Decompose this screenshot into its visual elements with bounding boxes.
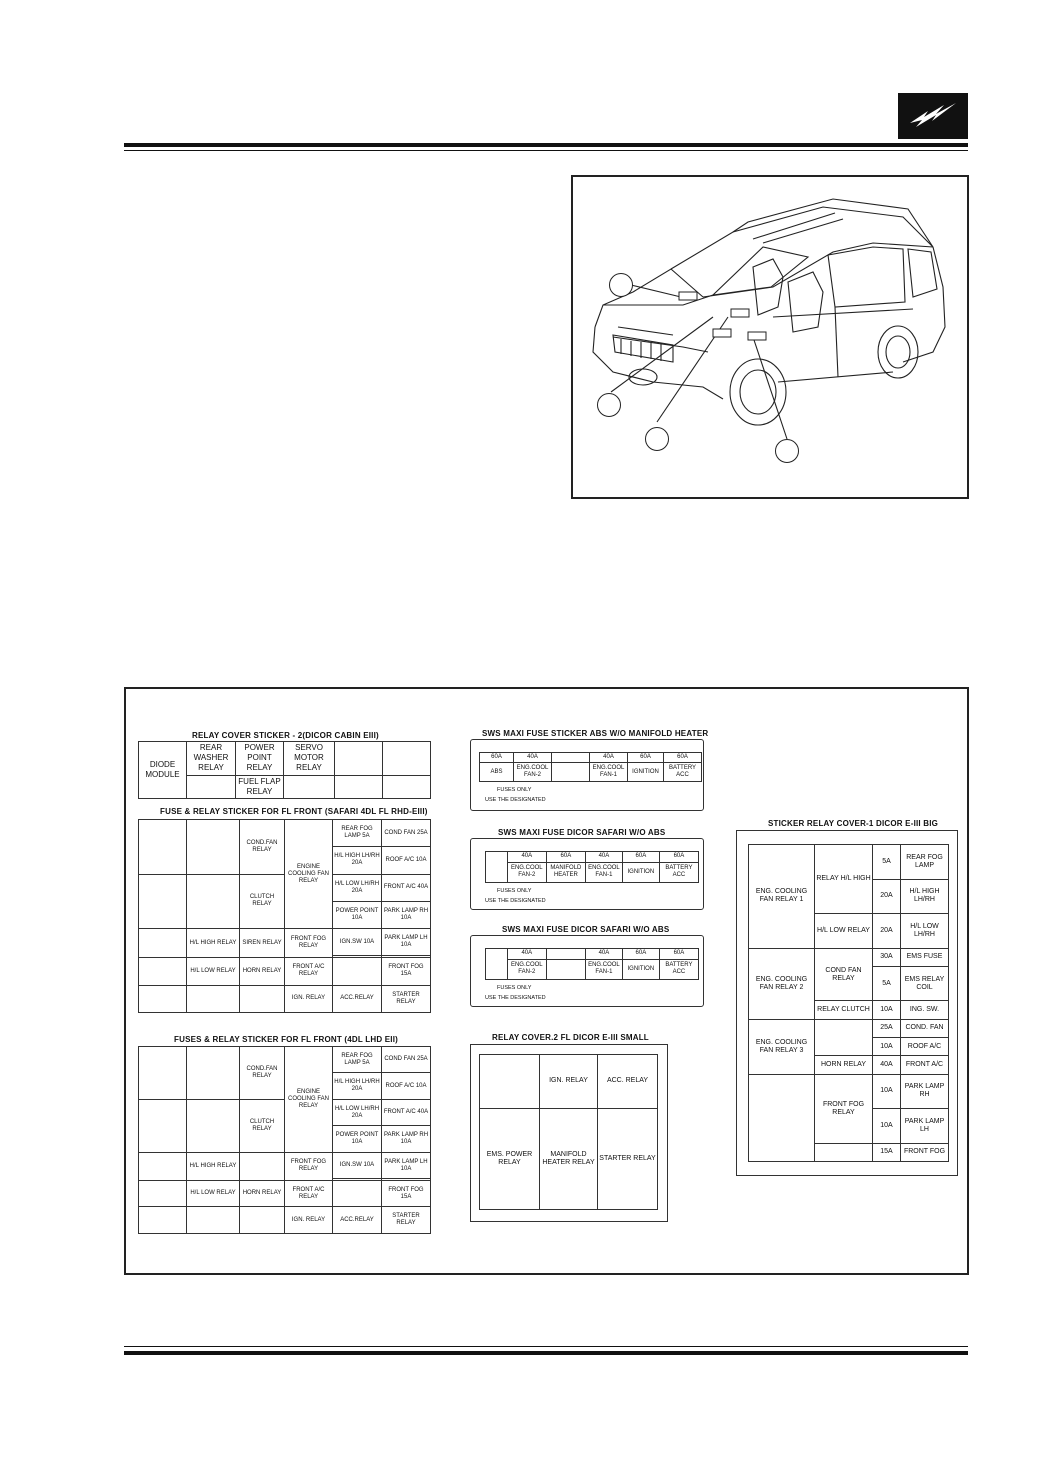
- park-rh-cell: PARK LAMP RH 10A: [382, 1126, 431, 1152]
- front-ac-cell: FRONT A/C 40A: [382, 874, 431, 901]
- empty-cell: [187, 775, 236, 798]
- sws-abs-amp: 40A: [590, 753, 628, 763]
- sws-dicor-label: IGNITION: [622, 862, 659, 882]
- fan-relay-3-cell: ENG. COOLING FAN RELAY 3: [749, 1019, 815, 1074]
- fuse-label-cell: PARK LAMP LH: [901, 1109, 949, 1144]
- amp-cell: 25A: [873, 1019, 901, 1037]
- park-lh-cell: PARK LAMP LH 10A: [382, 1152, 431, 1178]
- starter-relay-cell: STARTER RELAY: [382, 1207, 431, 1234]
- cond-fan-fuse-cell: COND FAN 25A: [382, 1047, 431, 1073]
- vehicle-figure: [571, 175, 969, 499]
- sws-abs-label: BATTERY ACC: [664, 763, 702, 782]
- fuse-label-cell: H/L LOW LH/RH: [901, 914, 949, 949]
- empty-cell: [139, 929, 187, 958]
- sws-dicor-amp: 40A: [507, 852, 546, 863]
- sws-abs-label: [552, 763, 590, 782]
- empty-cell: [333, 1181, 382, 1207]
- cond-fan-fuse-cell: COND FAN 25A: [382, 820, 431, 847]
- callout-circle-4: [775, 439, 799, 463]
- empty-cell: [486, 852, 508, 883]
- amp-cell: 10A: [873, 1037, 901, 1055]
- sws-dicor-label: ENG.COOL FAN-1: [585, 862, 622, 882]
- callout-circle-1: [609, 273, 633, 297]
- empty-cell: [749, 1074, 815, 1161]
- front-fog-relay-cell: FRONT FOG RELAY: [285, 929, 333, 958]
- relay-cover-2-title: RELAY COVER STICKER - 2(DICOR CABIN EIII): [192, 731, 379, 740]
- empty-cell: [383, 742, 431, 776]
- empty-cell: [187, 1047, 240, 1100]
- sws-dicor2-title: SWS MAXI FUSE DICOR SAFARI W/O ABS: [502, 925, 670, 934]
- front-ac-relay-cell: FRONT A/C RELAY: [285, 1181, 333, 1207]
- ign-sw-cell: IGN.SW 10A: [333, 929, 382, 956]
- roof-ac-cell: ROOF A/C 10A: [382, 847, 431, 874]
- sticker-big-box: [736, 830, 958, 1176]
- sws-dicor2-amp: 40A: [585, 949, 622, 960]
- fl-front-lhd-title: FUSES & RELAY STICKER FOR FL FRONT (4DL LHD EII): [174, 1035, 398, 1044]
- fan-relay-2-cell: ENG. COOLING FAN RELAY 2: [749, 948, 815, 1019]
- sws-dicor-sticker: [470, 838, 704, 910]
- clutch-relay-cell: RELAY CLUTCH: [815, 1001, 873, 1019]
- front-fog-relay-cell: FRONT FOG RELAY: [285, 1152, 333, 1180]
- sticker-big-title: STICKER RELAY COVER-1 DICOR E-III BIG: [768, 819, 939, 828]
- acc-relay-cell: ACC. RELAY: [598, 1055, 658, 1109]
- empty-cell: [480, 1055, 540, 1109]
- footer-rule-thin: [124, 1346, 968, 1347]
- sws-dicor2-sticker: [470, 935, 704, 1007]
- sws-abs-title: SWS MAXI FUSE STICKER ABS W/O MANIFOLD HEATER: [482, 729, 709, 738]
- relay-cover-small-table: [479, 1054, 658, 1210]
- empty-cell: [139, 820, 187, 875]
- empty-cell: [284, 775, 335, 798]
- fuse-label-cell: H/L HIGH LH/RH: [901, 879, 949, 914]
- sws-dicor2-note-1: FUSES ONLY: [497, 985, 532, 991]
- rear-washer-cell: REAR WASHER RELAY: [187, 742, 236, 776]
- sws-abs-amp: [552, 753, 590, 763]
- empty-cell: [139, 1207, 187, 1234]
- empty-cell: [139, 1047, 187, 1100]
- front-ac-cell: FRONT A/C 40A: [382, 1099, 431, 1125]
- hl-high-fuse-cell: H/L HIGH LH/RH 20A: [333, 847, 382, 874]
- empty-cell: [333, 958, 382, 985]
- sws-dicor-amp: 60A: [546, 852, 585, 863]
- fuse-label-cell: EMS RELAY COIL: [901, 966, 949, 1001]
- sws-dicor2-amp: 40A: [507, 949, 546, 960]
- siren-relay-cell: SIREN RELAY: [240, 929, 285, 958]
- rear-fog-cell: REAR FOG LAMP 5A: [333, 1047, 382, 1073]
- empty-cell: [139, 1181, 187, 1207]
- empty-cell: [139, 985, 187, 1012]
- sws-dicor2-amp: [546, 949, 585, 960]
- diode-module-cell: DIODE MODULE: [139, 742, 187, 799]
- sws-abs-note-2: USE THE DESIGNATED: [485, 797, 546, 803]
- ems-power-relay-cell: EMS. POWER RELAY: [480, 1108, 540, 1209]
- front-fog-fuse-cell: FRONT FOG 15A: [382, 1181, 431, 1207]
- fl-front-rhd-table: [138, 819, 431, 1013]
- sticker-big-table: [748, 844, 949, 1162]
- fl-front-rhd-title: FUSE & RELAY STICKER FOR FL FRONT (SAFARI 4DL FL RHD-EIII): [160, 807, 428, 816]
- amp-cell: 30A: [873, 948, 901, 966]
- sws-abs-amp: 40A: [514, 753, 552, 763]
- engine-cooling-cell: ENGINE COOLING FAN RELAY: [285, 820, 333, 929]
- fl-front-lhd-table: [138, 1046, 431, 1234]
- power-point-cell: POWER POINT 10A: [333, 1126, 382, 1152]
- header-rule-thin: [124, 150, 968, 151]
- empty-cell: [139, 1099, 187, 1152]
- sws-dicor2-note-2: USE THE DESIGNATED: [485, 995, 546, 1001]
- sws-abs-amp: 60A: [628, 753, 664, 763]
- empty-cell: [139, 874, 187, 929]
- horn-relay-cell: HORN RELAY: [240, 958, 285, 985]
- amp-cell: 10A: [873, 1074, 901, 1109]
- hl-low-relay-cell: H/L LOW RELAY: [187, 1181, 240, 1207]
- servo-motor-cell: SERVO MOTOR RELAY: [284, 742, 335, 776]
- ign-relay-cell: IGN. RELAY: [285, 1207, 333, 1234]
- sws-dicor-amp: 40A: [585, 852, 622, 863]
- power-point-cell: POWER POINT 10A: [333, 901, 382, 928]
- sws-dicor2-label: ENG.COOL FAN-2: [507, 959, 546, 979]
- empty-cell: [139, 1152, 187, 1180]
- sws-abs-label: ENG.COOL FAN-2: [514, 763, 552, 782]
- roof-ac-cell: ROOF A/C 10A: [382, 1073, 431, 1099]
- fuse-label-cell: FRONT A/C: [901, 1056, 949, 1074]
- header-rule-thick: [124, 143, 968, 147]
- relay-cover-2-table: [138, 741, 431, 799]
- stickers-figure: [124, 687, 969, 1275]
- rear-fog-cell: REAR FOG LAMP 5A: [333, 820, 382, 847]
- hl-low-fuse-cell: H/L LOW LH/RH 20A: [333, 1099, 382, 1125]
- horn-relay-cell: HORN RELAY: [240, 1181, 285, 1207]
- footer-rule-thick: [124, 1351, 968, 1355]
- sws-dicor2-amp: 60A: [659, 949, 698, 960]
- park-rh-cell: PARK LAMP RH 10A: [382, 901, 431, 928]
- hl-high-relay-cell: H/L HIGH RELAY: [187, 1152, 240, 1180]
- engine-cooling-cell: ENGINE COOLING FAN RELAY: [285, 1047, 333, 1153]
- fuse-label-cell: FRONT FOG: [901, 1143, 949, 1161]
- sws-abs-table: [479, 752, 702, 782]
- empty-cell: [187, 1099, 240, 1152]
- amp-cell: 40A: [873, 1056, 901, 1074]
- amp-cell: 20A: [873, 914, 901, 949]
- callout-circle-2: [597, 393, 621, 417]
- amp-cell: 5A: [873, 966, 901, 1001]
- empty-cell: [335, 742, 383, 776]
- fuse-label-cell: COND. FAN: [901, 1019, 949, 1037]
- fuse-label-cell: ING. SW.: [901, 1001, 949, 1019]
- hl-high-fuse-cell: H/L HIGH LH/RH 20A: [333, 1073, 382, 1099]
- empty-cell: [815, 1143, 873, 1161]
- hl-low-fuse-cell: H/L LOW LH/RH 20A: [333, 874, 382, 901]
- sws-abs-label: IGNITION: [628, 763, 664, 782]
- sws-abs-label: ENG.COOL FAN-1: [590, 763, 628, 782]
- fuse-label-cell: REAR FOG LAMP: [901, 845, 949, 880]
- empty-cell: [335, 775, 383, 798]
- fuel-flap-cell: FUEL FLAP RELAY: [236, 775, 284, 798]
- manifold-heater-relay-cell: MANIFOLD HEATER RELAY: [540, 1108, 598, 1209]
- sws-dicor-label: ENG.COOL FAN-2: [507, 862, 546, 882]
- clutch-relay-cell: CLUTCH RELAY: [240, 874, 285, 929]
- fuse-label-cell: ROOF A/C: [901, 1037, 949, 1055]
- ign-relay-cell: IGN. RELAY: [540, 1055, 598, 1109]
- empty-cell: [187, 874, 240, 929]
- empty-cell: [187, 985, 240, 1012]
- sws-abs-label: ABS: [480, 763, 514, 782]
- amp-cell: 20A: [873, 879, 901, 914]
- sws-abs-note-1: FUSES ONLY: [497, 787, 532, 793]
- sws-dicor2-table: [485, 948, 699, 980]
- empty-cell: [187, 1207, 240, 1234]
- acc-relay-cell: ACC.RELAY: [333, 1207, 382, 1234]
- empty-cell: [815, 1019, 873, 1056]
- cond-fan-relay-cell: COND.FAN RELAY: [240, 820, 285, 875]
- sws-dicor-amp: 60A: [659, 852, 698, 863]
- park-lh-cell: PARK LAMP LH 10A: [382, 929, 431, 956]
- sws-abs-amp: 60A: [480, 753, 514, 763]
- hl-high-relay-cell: H/L HIGH RELAY: [187, 929, 240, 958]
- horn-relay-cell: HORN RELAY: [815, 1056, 873, 1074]
- sws-dicor2-amp: 60A: [622, 949, 659, 960]
- sws-dicor-table: [485, 851, 699, 883]
- amp-cell: 10A: [873, 1001, 901, 1019]
- front-fog-fuse-cell: FRONT FOG 15A: [382, 958, 431, 985]
- empty-cell: [240, 985, 285, 1012]
- empty-cell: [187, 820, 240, 875]
- fuse-label-cell: PARK LAMP RH: [901, 1074, 949, 1109]
- empty-cell: [486, 949, 508, 980]
- sws-dicor2-label: IGNITION: [622, 959, 659, 979]
- fuse-label-cell: EMS FUSE: [901, 948, 949, 966]
- relay-cover-small-title: RELAY COVER.2 FL DICOR E-III SMALL: [492, 1033, 649, 1042]
- acc-relay-cell: ACC.RELAY: [333, 985, 382, 1012]
- sws-dicor2-label: BATTERY ACC: [659, 959, 698, 979]
- power-point-cell: POWER POINT RELAY: [236, 742, 284, 776]
- fan-relay-1-cell: ENG. COOLING FAN RELAY 1: [749, 845, 815, 949]
- amp-cell: 5A: [873, 845, 901, 880]
- sws-dicor-label: BATTERY ACC: [659, 862, 698, 882]
- empty-cell: [240, 1207, 285, 1234]
- hl-high-relay-cell: RELAY H/L HIGH: [815, 845, 873, 914]
- lightning-icon: [898, 93, 968, 139]
- cond-fan-relay-cell: COND.FAN RELAY: [240, 1047, 285, 1100]
- empty-cell: [139, 958, 187, 985]
- front-fog-relay-cell: FRONT FOG RELAY: [815, 1074, 873, 1143]
- hl-low-relay-cell: H/L LOW RELAY: [815, 914, 873, 949]
- sws-abs-sticker: [470, 739, 704, 811]
- amp-cell: 15A: [873, 1143, 901, 1161]
- sws-dicor-title: SWS MAXI FUSE DICOR SAFARI W/O ABS: [498, 828, 666, 837]
- sws-dicor-note-2: USE THE DESIGNATED: [485, 898, 546, 904]
- vehicle-illustration: [573, 177, 967, 497]
- header-logo: [898, 93, 968, 139]
- empty-cell: [383, 775, 431, 798]
- sws-dicor2-label: [546, 959, 585, 979]
- ign-relay-cell: IGN. RELAY: [285, 985, 333, 1012]
- starter-relay-cell: STARTER RELAY: [382, 985, 431, 1012]
- cond-fan-relay-cell: COND FAN RELAY: [815, 948, 873, 1001]
- sws-dicor-label: MANIFOLD HEATER: [546, 862, 585, 882]
- sws-dicor-amp: 60A: [622, 852, 659, 863]
- relay-cover-small-box: [470, 1044, 668, 1222]
- hl-low-relay-cell: H/L LOW RELAY: [187, 958, 240, 985]
- clutch-relay-cell: CLUTCH RELAY: [240, 1099, 285, 1152]
- sws-dicor-note-1: FUSES ONLY: [497, 888, 532, 894]
- sws-abs-amp: 60A: [664, 753, 702, 763]
- ign-sw-cell: IGN.SW 10A: [333, 1152, 382, 1178]
- empty-cell: [240, 1152, 285, 1180]
- sws-dicor2-label: ENG.COOL FAN-1: [585, 959, 622, 979]
- callout-circle-3: [645, 427, 669, 451]
- amp-cell: 10A: [873, 1109, 901, 1144]
- starter-relay-cell: STARTER RELAY: [598, 1108, 658, 1209]
- front-ac-relay-cell: FRONT A/C RELAY: [285, 958, 333, 985]
